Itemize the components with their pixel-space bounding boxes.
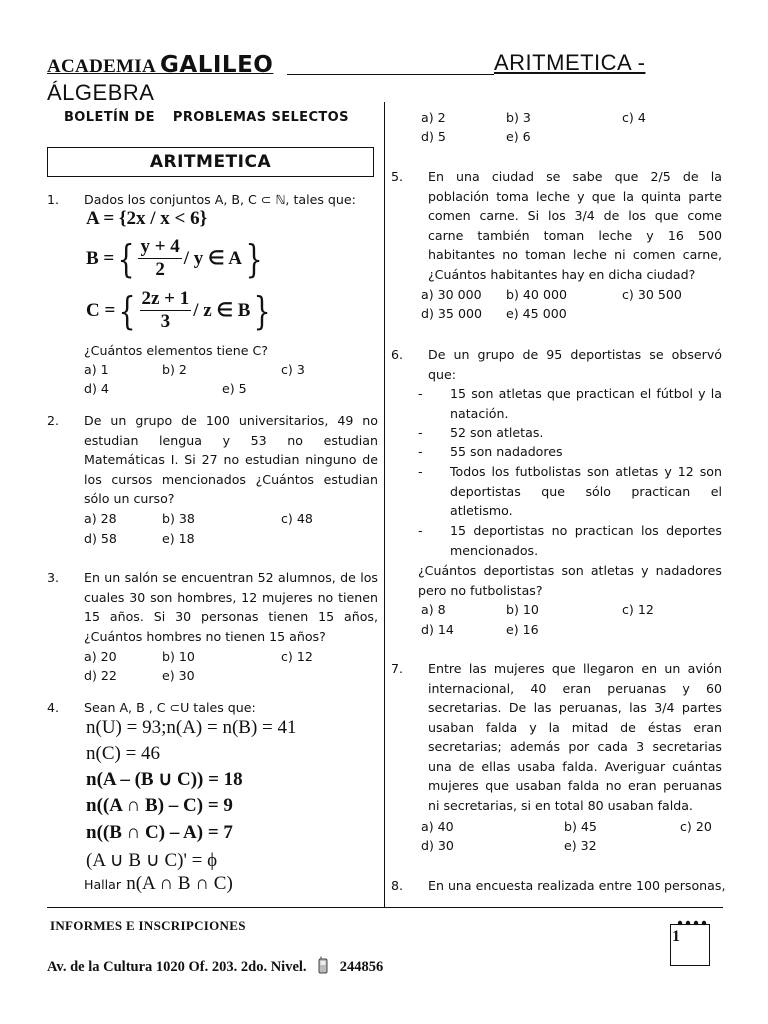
problem-3-option-d: d) 22: [84, 668, 117, 683]
problem-6-item-2: 52 son atletas.: [450, 425, 544, 440]
section-title: ARITMETICA: [47, 147, 374, 177]
problem-1-text: Dados los conjuntos A, B, C ⊂ ℕ, tales que:: [84, 192, 356, 207]
brace-open-icon: {: [118, 288, 136, 333]
bulletin-part1: BOLETÍN DE: [64, 110, 155, 125]
footer-info: INFORMES E INSCRIPCIONES: [50, 918, 246, 933]
problem-7-number: 7.: [391, 661, 404, 676]
problem-6-option-e: e) 16: [506, 622, 539, 637]
problem-6-option-d: d) 14: [421, 622, 454, 637]
problem-6-option-c: c) 12: [622, 602, 654, 617]
problem-4-find-expr: n(A ∩ B ∩ C): [126, 873, 233, 894]
problem-4-option-c: c) 4: [622, 110, 646, 125]
problem-6-question: ¿Cuántos deportistas son atletas y nadadores pero no futbolistas?: [418, 563, 722, 598]
problem-7-option-b: b) 45: [564, 819, 597, 834]
set-b-denominator: 2: [155, 259, 165, 280]
problem-5-option-b: b) 40 000: [506, 287, 567, 302]
problem-1-option-c: c) 3: [281, 362, 305, 377]
problem-6-item-5: 15 deportistas no practican los deportes mencionados.: [450, 523, 722, 558]
problem-3-option-a: a) 20: [84, 649, 117, 664]
problem-1-option-d: d) 4: [84, 381, 109, 396]
problem-5-option-c: c) 30 500: [622, 287, 682, 302]
dash-icon: -: [418, 386, 423, 401]
set-c-lhs: C =: [86, 299, 116, 321]
problem-4-eq4: n((A ∩ B) – C) = 9: [86, 795, 233, 816]
problem-7-option-e: e) 32: [564, 838, 597, 853]
footer-address: [47, 956, 383, 976]
problem-5-option-d: d) 35 000: [421, 306, 482, 321]
set-c-fraction: [140, 288, 192, 333]
set-b-fraction: [138, 236, 181, 281]
brace-close-icon: }: [245, 236, 263, 281]
problem-4-option-e: e) 6: [506, 129, 531, 144]
problem-1-option-e: e) 5: [222, 381, 247, 396]
problem-2-option-b: b) 38: [162, 511, 195, 526]
problem-4-text: Sean A, B , C ⊂U tales que:: [84, 700, 256, 715]
set-c-rest: / z ∈ B: [193, 300, 251, 321]
problem-2-option-c: c) 48: [281, 511, 313, 526]
problem-1-set-b: [86, 236, 266, 281]
problem-4-eq3: n(A – (B ∪ C)) = 18: [86, 769, 243, 790]
set-b-lhs: B =: [86, 247, 115, 269]
footer-phone: 244856: [339, 959, 384, 975]
problem-2-option-d: d) 58: [84, 531, 117, 546]
problem-1-set-a: A = {2x / x < 6}: [86, 208, 208, 229]
header-subject: ARITMETICA -: [494, 50, 646, 75]
academia-label: ACADEMIA: [47, 56, 155, 77]
problem-6-number: 6.: [391, 347, 404, 362]
problem-7-text: Entre las mujeres que llegaron en un avión internacional, 40 eran peruanas y 60 secretarias. De las peruanas, las 3/4 partes usaban falda y la mitad de éstas eran secretarias; además por cada 3 secretarias una de ellas usaba falda. Averiguar cuántas mujeres que usaban falda no eran peruanas ni secretarias, si en total 80 usaban falda.: [428, 661, 722, 813]
problem-6-item-1: 15 son atletas que practican el fútbol y la natación.: [450, 386, 722, 421]
problem-6-item-4: Todos los futbolistas son atletas y 12 son deportistas que sólo practican el atletismo.: [450, 464, 722, 518]
header-rule: [287, 74, 494, 75]
problem-4-find: [84, 873, 233, 895]
problem-3-text: En un salón se encuentran 52 alumnos, de los cuales 30 son hombres, 12 mujeres no tienen 15 años. Si 30 personas tienen 15 años, ¿Cuántos hombres no tienen 15 años?: [84, 570, 378, 644]
footer-rule: [47, 907, 723, 908]
problem-3-number: 3.: [47, 570, 60, 585]
set-c-numerator: 2z + 1: [141, 288, 190, 309]
problem-4-eq6: (A ∪ B ∪ C)' = ϕ: [86, 850, 218, 871]
problem-4-option-a: a) 2: [421, 110, 446, 125]
problem-1-option-a: a) 1: [84, 362, 109, 377]
brace-open-icon: {: [117, 236, 135, 281]
problem-6-option-b: b) 10: [506, 602, 539, 617]
problem-3-option-c: c) 12: [281, 649, 313, 664]
problem-4-eq5: n((B ∩ C) – A) = 7: [86, 822, 233, 843]
problem-7-option-c: c) 20: [680, 819, 712, 834]
problem-1-set-c: [86, 288, 275, 333]
problem-4-eq2: n(C) = 46: [86, 743, 161, 764]
problem-4-find-label: Hallar: [84, 877, 122, 892]
problem-2-option-e: e) 18: [162, 531, 195, 546]
dash-icon: -: [418, 464, 423, 479]
dash-icon: -: [418, 425, 423, 440]
problem-4-eq1: n(U) = 93;n(A) = n(B) = 41: [86, 717, 297, 738]
spiral-binding-icon: [674, 918, 714, 928]
problem-2-text: De un grupo de 100 universitarios, 49 no estudian lengua y 53 no estudian Matemáticas I. Si 27 no estudian ninguno de los cursos mencionados ¿Cuántos estudian sólo un curso?: [84, 413, 378, 506]
problem-5-option-e: e) 45 000: [506, 306, 567, 321]
problem-2-option-a: a) 28: [84, 511, 117, 526]
problem-5-text: En una ciudad se sabe que 2/5 de la población toma leche y que la quinta parte comen carne. Si los 3/4 de los que come carne también toman leche y 16 500 habitantes no toman leche ni comen carne, ¿Cuántos habitantes hay en dicha ciudad?: [428, 169, 722, 282]
dash-icon: -: [418, 444, 423, 459]
problem-3-option-b: b) 10: [162, 649, 195, 664]
page-number: 1: [672, 928, 680, 945]
footer-address-text: Av. de la Cultura 1020 Of. 203. 2do. Nivel.: [47, 959, 307, 975]
problem-1-question: ¿Cuántos elementos tiene C?: [84, 343, 268, 358]
problem-8-text: En una encuesta realizada entre 100 personas,: [428, 878, 726, 893]
problem-4-option-d: d) 5: [421, 129, 446, 144]
problem-1-number: 1.: [47, 192, 60, 207]
problem-6-text: De un grupo de 95 deportistas se observó que:: [428, 347, 722, 382]
bulletin-title: [64, 110, 367, 125]
set-c-denominator: 3: [160, 311, 171, 332]
problem-8-number: 8.: [391, 878, 404, 893]
set-b-rest: / y ∈ A: [183, 248, 243, 269]
problem-5-option-a: a) 30 000: [421, 287, 482, 302]
set-b-numerator: y + 4: [140, 236, 180, 257]
phone-icon: [316, 956, 330, 974]
problem-5-number: 5.: [391, 169, 404, 184]
dash-icon: -: [418, 523, 423, 538]
header-subject-cont: ÁLGEBRA: [47, 80, 155, 105]
problem-6-option-a: a) 8: [421, 602, 446, 617]
problem-7-option-a: a) 40: [421, 819, 454, 834]
problem-6-item-3: 55 son nadadores: [450, 444, 563, 459]
problem-1-option-b: b) 2: [162, 362, 187, 377]
problem-4-option-b: b) 3: [506, 110, 531, 125]
column-divider: [384, 102, 385, 908]
header-academia: [47, 52, 273, 78]
problem-2-number: 2.: [47, 413, 60, 428]
problem-7-option-d: d) 30: [421, 838, 454, 853]
problem-4-number: 4.: [47, 700, 60, 715]
bulletin-part2: PROBLEMAS SELECTOS: [172, 110, 349, 125]
problem-3-option-e: e) 30: [162, 668, 195, 683]
galileo-label: GALILEO: [160, 52, 274, 78]
brace-close-icon: }: [254, 288, 272, 333]
